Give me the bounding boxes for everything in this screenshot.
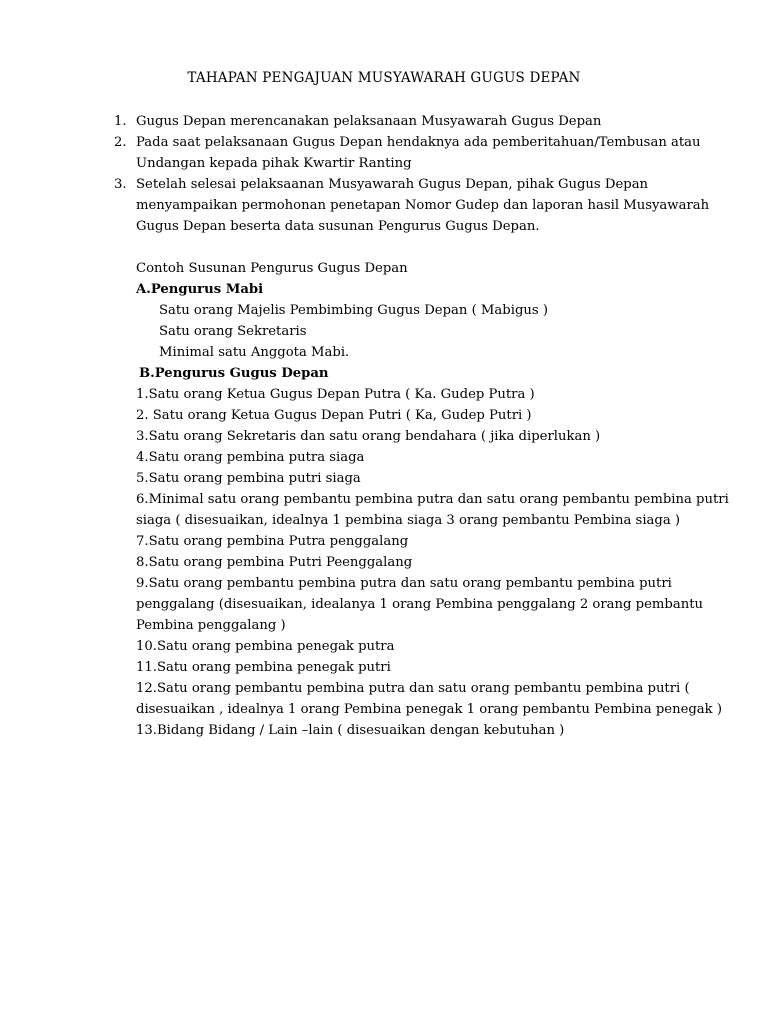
section-b-line: 13.Bidang Bidang / Lain –lain ( disesuaikan dengan kebutuhan ) bbox=[136, 723, 565, 738]
section-b-line: 6.Minimal satu orang pembantu pembina putra dan satu orang pembantu pembina putri bbox=[136, 492, 729, 507]
section-b-line: 10.Satu orang pembina penegak putra bbox=[136, 639, 395, 654]
section-b-line: Pembina penggalang ) bbox=[136, 618, 286, 633]
section-b-line: penggalang (disesuaikan, idealanya 1 orang Pembina penggalang 2 orang pembantu bbox=[136, 597, 704, 612]
document-title: TAHAPAN PENGAJUAN MUSYAWARAH GUGUS DEPAN bbox=[187, 70, 581, 86]
step-text-line: Gugus Depan merencanakan pelaksanaan Musyawarah Gugus Depan bbox=[136, 114, 602, 129]
section-b-line: 2. Satu orang Ketua Gugus Depan Putri ( Ka, Gudep Putri ) bbox=[136, 408, 532, 423]
section-b-line: 7.Satu orang pembina Putra penggalang bbox=[136, 534, 409, 549]
section-a-heading: A.Pengurus Mabi bbox=[136, 282, 264, 297]
section-a-item: Minimal satu Anggota Mabi. bbox=[159, 345, 350, 360]
section-b-line: disesuaikan , idealnya 1 orang Pembina penegak 1 orang pembantu Pembina penegak ) bbox=[136, 702, 722, 717]
step-text-line: Undangan kepada pihak Kwartir Ranting bbox=[136, 156, 412, 171]
step-number: 2. bbox=[114, 135, 127, 150]
section-b-line: 9.Satu orang pembantu pembina putra dan satu orang pembantu pembina putri bbox=[136, 576, 672, 591]
step-text-line: Pada saat pelaksanaan Gugus Depan hendaknya ada pemberitahuan/Tembusan atau bbox=[136, 135, 701, 150]
section-b-line: 5.Satu orang pembina putri siaga bbox=[136, 471, 361, 486]
step-number: 1. bbox=[114, 114, 127, 129]
section-b-line: 4.Satu orang pembina putra siaga bbox=[136, 450, 365, 465]
section-b-line: siaga ( disesuaikan, idealnya 1 pembina siaga 3 orang pembantu Pembina siaga ) bbox=[136, 513, 681, 528]
step-text-line: Gugus Depan beserta data susunan Pengurus Gugus Depan. bbox=[136, 219, 540, 234]
section-b-line: 1.Satu orang Ketua Gugus Depan Putra ( Ka. Gudep Putra ) bbox=[136, 387, 535, 402]
section-b-line: 11.Satu orang pembina penegak putri bbox=[136, 660, 391, 675]
section-a-item: Satu orang Sekretaris bbox=[159, 324, 307, 339]
section-a-item: Satu orang Majelis Pembimbing Gugus Depan ( Mabigus ) bbox=[159, 303, 548, 318]
section-b-line: 3.Satu orang Sekretaris dan satu orang bendahara ( jika diperlukan ) bbox=[136, 429, 601, 444]
step-number: 3. bbox=[114, 177, 127, 192]
step-text-line: Setelah selesai pelaksaanan Musyawarah Gugus Depan, pihak Gugus Depan bbox=[136, 177, 649, 192]
section-b-line: 12.Satu orang pembantu pembina putra dan satu orang pembantu pembina putri ( bbox=[136, 681, 690, 696]
section-b-line: 8.Satu orang pembina Putri Peenggalang bbox=[136, 555, 413, 570]
example-heading: Contoh Susunan Pengurus Gugus Depan bbox=[136, 261, 408, 276]
step-text-line: menyampaikan permohonan penetapan Nomor Gudep dan laporan hasil Musyawarah bbox=[136, 198, 710, 213]
section-b-heading: B.Pengurus Gugus Depan bbox=[139, 366, 329, 381]
